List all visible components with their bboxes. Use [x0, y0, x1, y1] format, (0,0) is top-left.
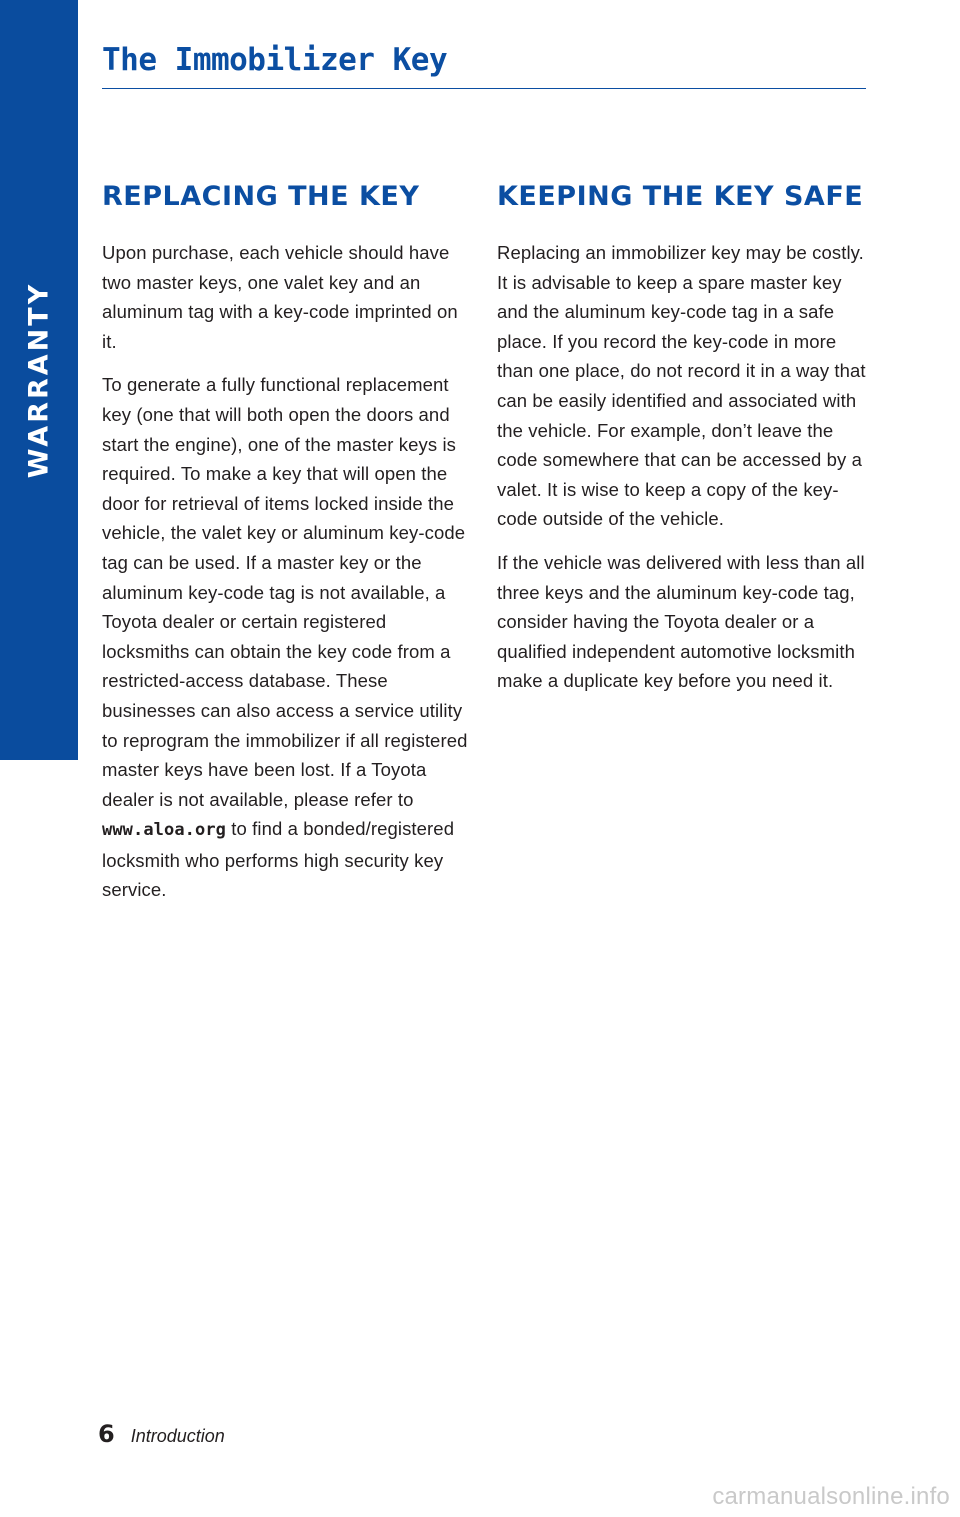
section-replacing-the-key [102, 174, 474, 919]
side-tab [0, 0, 78, 760]
section-keeping-the-key-safe [497, 174, 869, 710]
page-footer [98, 1420, 225, 1454]
page-title: The Immobilizer Key [102, 42, 448, 78]
footer-section-name: Introduction [130, 1426, 225, 1446]
title-divider [102, 88, 866, 89]
paragraph-replacing-2-tail: to find a bonded/registered locksmith who performs high security key service. [102, 818, 455, 901]
paragraph-keeping-1: Replacing an immobilizer key may be costly. It is advisable to keep a spare master key and the aluminum key-code tag in a safe place. If you record the key-code in more than one place, do not record it in a way that can be easily identified and associated with the vehicle. For example, don’t leave the code somewhere that can be accessed by a valet. It is wise to keep a copy of the key-code outside of the vehicle. [497, 242, 866, 530]
paragraph-replacing-2 [102, 370, 474, 905]
page-number: 6 [98, 1420, 115, 1448]
section-heading-keeping: KEEPING THE KEY SAFE [497, 181, 864, 212]
watermark: carmanualsonline.info [712, 1483, 950, 1510]
side-tab-label: WARRANTY [23, 281, 55, 479]
paragraph-keeping-2: If the vehicle was delivered with less than all three keys and the aluminum key-code tag, consider having the Toyota dealer or a qualified independent automotive locksmith make a duplicate key before you need it. [497, 551, 865, 692]
aloa-link[interactable]: www.aloa.org [102, 820, 227, 841]
section-heading-replacing: REPLACING THE KEY [102, 181, 420, 212]
paragraph-replacing-2-text: To generate a fully functional replacement key (one that will both open the doors and start the engine), one of the master keys is required. To make a key that will open the door for retrieval of items locked inside the vehicle, the valet key or aluminum key-code tag can be used. If a master key or the aluminum key-code tag is not available, a Toyota dealer or certain registered locksmiths can obtain the key code from a restricted-access database. These businesses can also access a service utility to reprogram the immobilizer if all registered master keys have been lost. If a Toyota dealer is not available, please refer to [102, 374, 468, 810]
paragraph-replacing-1: Upon purchase, each vehicle should have two master keys, one valet key and an aluminum tag with a key-code imprinted on it. [102, 242, 458, 352]
